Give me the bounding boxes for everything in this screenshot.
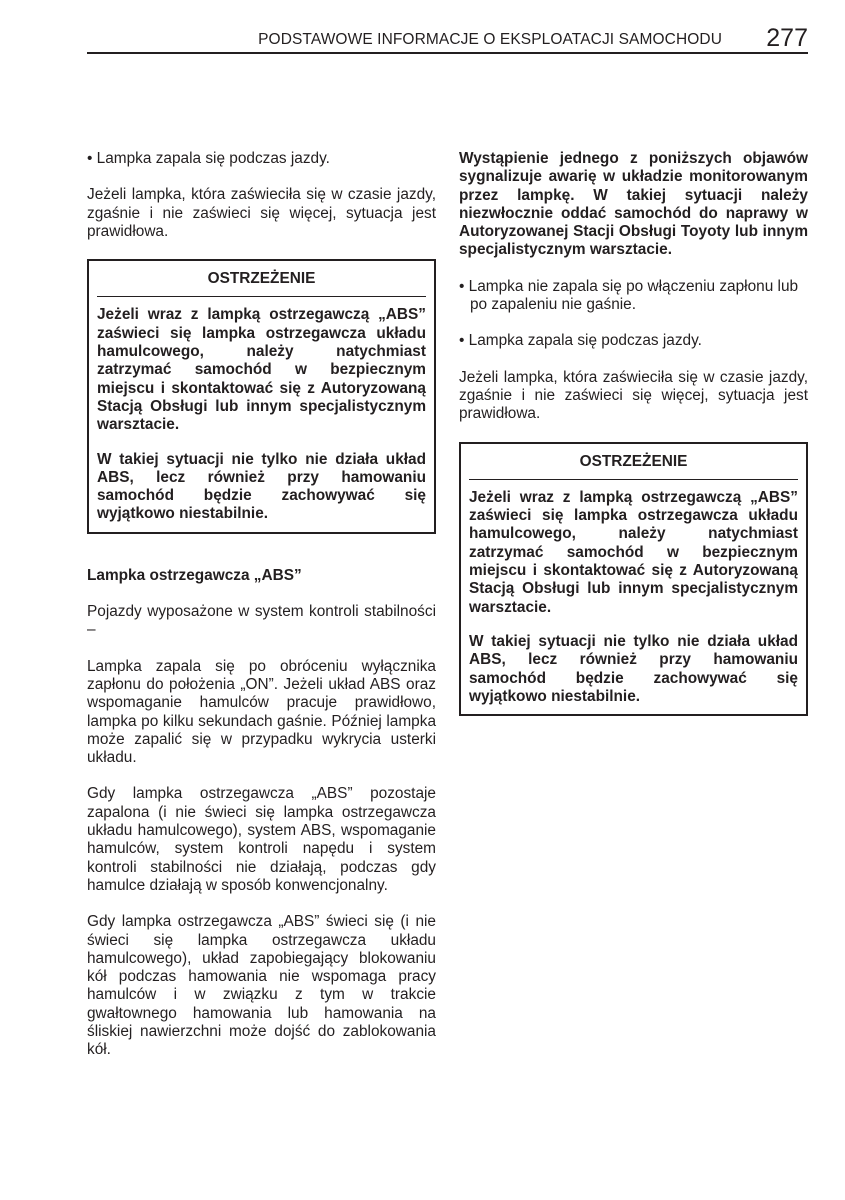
warning-text: W takiej sytuacji nie tylko nie działa układ ABS, lecz również przy hamowaniu samochód będzie zachowywać się wyjątkowo niestabilnie.: [469, 632, 798, 705]
warning-text: Jeżeli wraz z lampką ostrzegawczą „ABS” zaświeci się lampka ostrzegawcza układu hamulcowego, należy natychmiast zatrzymać samochód w bezpiecznym miejscu i skontaktować się z Autoryzowaną Stacją Obsługi lub innym specjalistycznym warsztacie.: [469, 488, 798, 616]
paragraph-lamp-normal: Jeżeli lampka, która zaświeciła się w czasie jazdy, zgaśnie i nie zaświeci się więcej, sytuacja jest prawidłowa.: [87, 186, 436, 240]
intro-paragraph: Wystąpienie jednego z poniższych objawów sygnalizuje awarię w układzie monitorowanym przez lampkę. W takiej sytuacji należy niezwłocznie oddać samochód do naprawy w Autoryzowanej Stacji Obsługi Toyoty lub innym specjalistycznym warsztacie.: [459, 150, 808, 259]
page-header: [87, 22, 808, 54]
bullet-lamp-no-light: • Lampka nie zapala się po włączeniu zapłonu lub po zapaleniu nie gaśnie.: [459, 277, 799, 314]
paragraph-lamp-normal: Jeżeli lampka, która zaświeciła się w czasie jazdy, zgaśnie i nie zaświeci się więcej, sytuacja jest prawidłowa.: [459, 368, 808, 423]
warning-title: OSTRZEŻENIE: [469, 448, 798, 480]
section-heading: Lampka ostrzegawcza „ABS”: [87, 566, 302, 584]
paragraph: Gdy lampka ostrzegawcza „ABS” pozostaje zapalona (i nie świeci się lampka ostrzegawcza układu hamulcowego), system ABS, wspomaganie hamulców, system kontroli napędu i system kontroli stabilności nie działają, podczas gdy hamulce działają w sposób konwencjonalny.: [87, 785, 436, 894]
paragraph: Pojazdy wyposażone w system kontroli stabilności –: [87, 603, 436, 639]
bullet-lamp-lights-while-driving: • Lampka zapala się podczas jazdy.: [459, 332, 702, 350]
right-column: [459, 150, 808, 749]
page-number: 277: [766, 24, 808, 52]
warning-text: W takiej sytuacji nie tylko nie działa układ ABS, lecz również przy hamowaniu samochód będzie zachowywać się wyjątkowo niestabilnie.: [97, 450, 426, 523]
warning-title: OSTRZEŻENIE: [97, 265, 426, 297]
warning-box: [459, 442, 808, 717]
paragraph: Gdy lampka ostrzegawcza „ABS” świeci się (i nie świeci się lampka ostrzegawcza układu hamulcowego), układ zapobiegający blokowaniu kół podczas hamowania nie wspomaga pracy hamulców i w związku z tym w trakcie gwałtownego hamowania lub hamowania na śliskiej nawierzchni może dojść do zablokowania kół.: [87, 913, 436, 1059]
warning-text: Jeżeli wraz z lampką ostrzegawczą „ABS” zaświeci się lampka ostrzegawcza układu hamulcowego, należy natychmiast zatrzymać samochód w bezpiecznym miejscu i skontaktować się z Autoryzowaną Stacją Obsługi lub innym specjalistycznym warsztacie.: [97, 306, 426, 434]
bullet-lamp-lights-while-driving: • Lampka zapala się podczas jazdy.: [87, 150, 330, 167]
header-title: PODSTAWOWE INFORMACJE O EKSPLOATACJI SAMOCHODU: [258, 31, 722, 48]
warning-box: [87, 259, 436, 534]
paragraph: Lampka zapala się po obróceniu wyłącznika zapłonu do położenia „ON”. Jeżeli układ ABS oraz wspomaganie hamulców pracuje prawidłowo, lampka po kilku sekundach gaśnie. Później lampka może zapalić się w przypadku wykrycia usterki układu.: [87, 657, 436, 767]
left-column: [87, 150, 436, 1078]
